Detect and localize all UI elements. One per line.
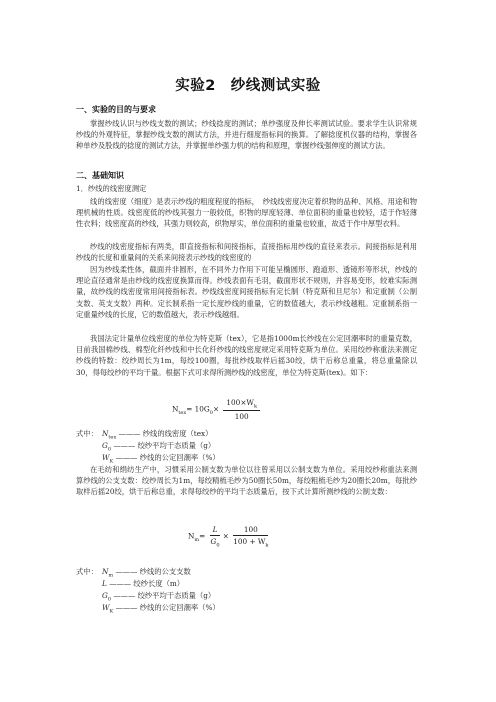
paragraph-tex-method: 我国法定计量单位线密度的单位为特克斯（tex），它是指1000m长纱线在公定回潮率时的重量克数，目前我国棉纱线、棉型化纤纱线和中长化纤纱线的线密度规定采用特克斯为单位。采用绞纱称重法来测定纱线的特数：绞纱周长为1m，每绞100圈，每批纱线取样后摇30绞，烘干后称总重量，将总重量除以30，得每绞纱的平均干量。根据下式可求得所测纱线的线密度，单位为特克斯(tex)。如下： xyxy=(76,334,417,377)
formula-tex-times: × xyxy=(212,404,220,414)
definition-line: $G_0$ ——— 绞纱平均干态质量（g） xyxy=(102,591,216,603)
formula-tex-fraction xyxy=(223,398,260,421)
paragraph-metric-count: 在毛纺和绢纺生产中，习惯采用公制支数为单位以往曾采用以公制支数为单位。采用绞纱称重法来测算纱线的公支支数：绞纱周长为1m，每绞精梳毛纱为50圈长50m，每绞粗梳毛纱为20圈长20m，每批纱取样后摇20绞，烘干后称总重，求得每绞纱的平均干态质量后，按下式计算所测纱线的公制支数： xyxy=(76,465,417,497)
where-label-2: 式中： xyxy=(76,567,98,576)
formula-metric-f1-num: L xyxy=(212,525,218,534)
where-label-1: 式中： xyxy=(76,429,98,438)
formula-tex-lhs-sub: tex xyxy=(178,410,187,417)
definition-line: $N_{tex}$ ——— 纱线的线密度（tex） xyxy=(102,429,213,441)
paragraph-linear-density-intro: 线的线密度（细度）是表示纱线的粗度程度的指标， 纱线线密度决定着织物的品种、风格、用途和物理机械的性质。线密度低的纱线其强力一般较低，织物的厚度轻薄、单位面积的重量也较轻，适于作轻薄性衣料；线密度高的纱线，其强力则较高，织物厚实，单位面积的重量也较重，故适于作中厚型衣料。 xyxy=(76,197,417,229)
definition-line: $G_0$ ——— 绞纱平均干态质量（g） xyxy=(102,441,216,453)
objectives-paragraph: 掌握纱线认识与纱线支数的测试；纱线捻度的测试；单纱强度及伸长率测试试验。要求学生认识常规纱线的外观特征，掌握纱线支数的测试方法，并进行细度指标间的换算。了解捻度机仪器的结构，掌握各种单纱及股线的捻度的测试方法，并掌握单纱强力机的结构和原理，掌握纱线强伸度的测试方法。 xyxy=(76,119,417,151)
formula-metric-eq: = xyxy=(199,531,206,541)
paragraph-indicator-types: 纱线的线密度指标有两类，即直接指标和间接指标，直接指标用纱线的直径来表示。间接指标是利用纱线的长度和重量间的关系来间接表示纱线的线密度的 xyxy=(76,242,417,263)
page-title: 实验2 纱线测试实验 xyxy=(175,78,321,94)
section-heading-basics: 二、基础知识 xyxy=(76,171,124,180)
paragraph-indirect-indicators: 因为纱线柔性体，截面并非圆形，在不同外力作用下可能呈椭圆形、跑道形、透镜形等形状，纱线的理论直径通常是由纱线的线密度换算而得。纱线表面有毛羽，截面形状不规则，并容易变形，较难实际测量，故纱线的线密度常用间接指标表。纱线线密度间接指标有定长制（特克斯和旦尼尔）和定重制（公制支数、英支支数）两种。定长制系指一定长度纱线的重量，它的数值越大，表示纱线越粗。定重制系指一定重量纱线的长度，它的数值越大，表示纱线越细。 xyxy=(76,265,417,319)
formula-metric-f2-num: 100 xyxy=(233,525,268,536)
formula-metric-f2-den: 100 + W xyxy=(233,537,266,546)
formula-metric xyxy=(188,525,268,548)
formula-metric-fraction-2 xyxy=(233,525,268,548)
formula-metric-f1-den-sub: 0 xyxy=(216,542,220,549)
formula-tex-lhs: N xyxy=(172,404,179,414)
formula-tex-g-sub: 0 xyxy=(209,410,213,417)
formula-metric-fraction-1 xyxy=(210,525,221,548)
formula-metric-f2-den-sub: k xyxy=(265,542,269,549)
definition-line: $W_K$ ——— 纱线的公定回潮率（%） xyxy=(102,453,220,465)
formula-tex-numerator: 100×W xyxy=(226,398,254,407)
formula-tex-denominator: 100 xyxy=(234,412,249,422)
formula-tex-eq: = 10G xyxy=(186,404,210,414)
formula-metric-lhs-sub: m xyxy=(194,537,200,544)
formula-tex-numerator-sub: k xyxy=(253,403,257,410)
formula-metric-f1-den: G xyxy=(210,537,217,546)
section-heading-objectives: 一、实验的目的与要求 xyxy=(76,105,156,114)
definition-line: $W_K$ ——— 纱线的公定回潮率（%） xyxy=(102,603,220,615)
subsection-heading-linear-density: 1．纱线的线密度测定 xyxy=(76,184,147,193)
definition-line: $N_m$ ——— 纱线的公支支数 xyxy=(102,567,191,579)
formula-metric-times: × xyxy=(222,531,229,541)
formula-tex xyxy=(172,398,260,421)
formula-metric-lhs: N xyxy=(188,531,195,541)
definition-line: L ——— 绞纱长度（m） xyxy=(102,579,185,588)
